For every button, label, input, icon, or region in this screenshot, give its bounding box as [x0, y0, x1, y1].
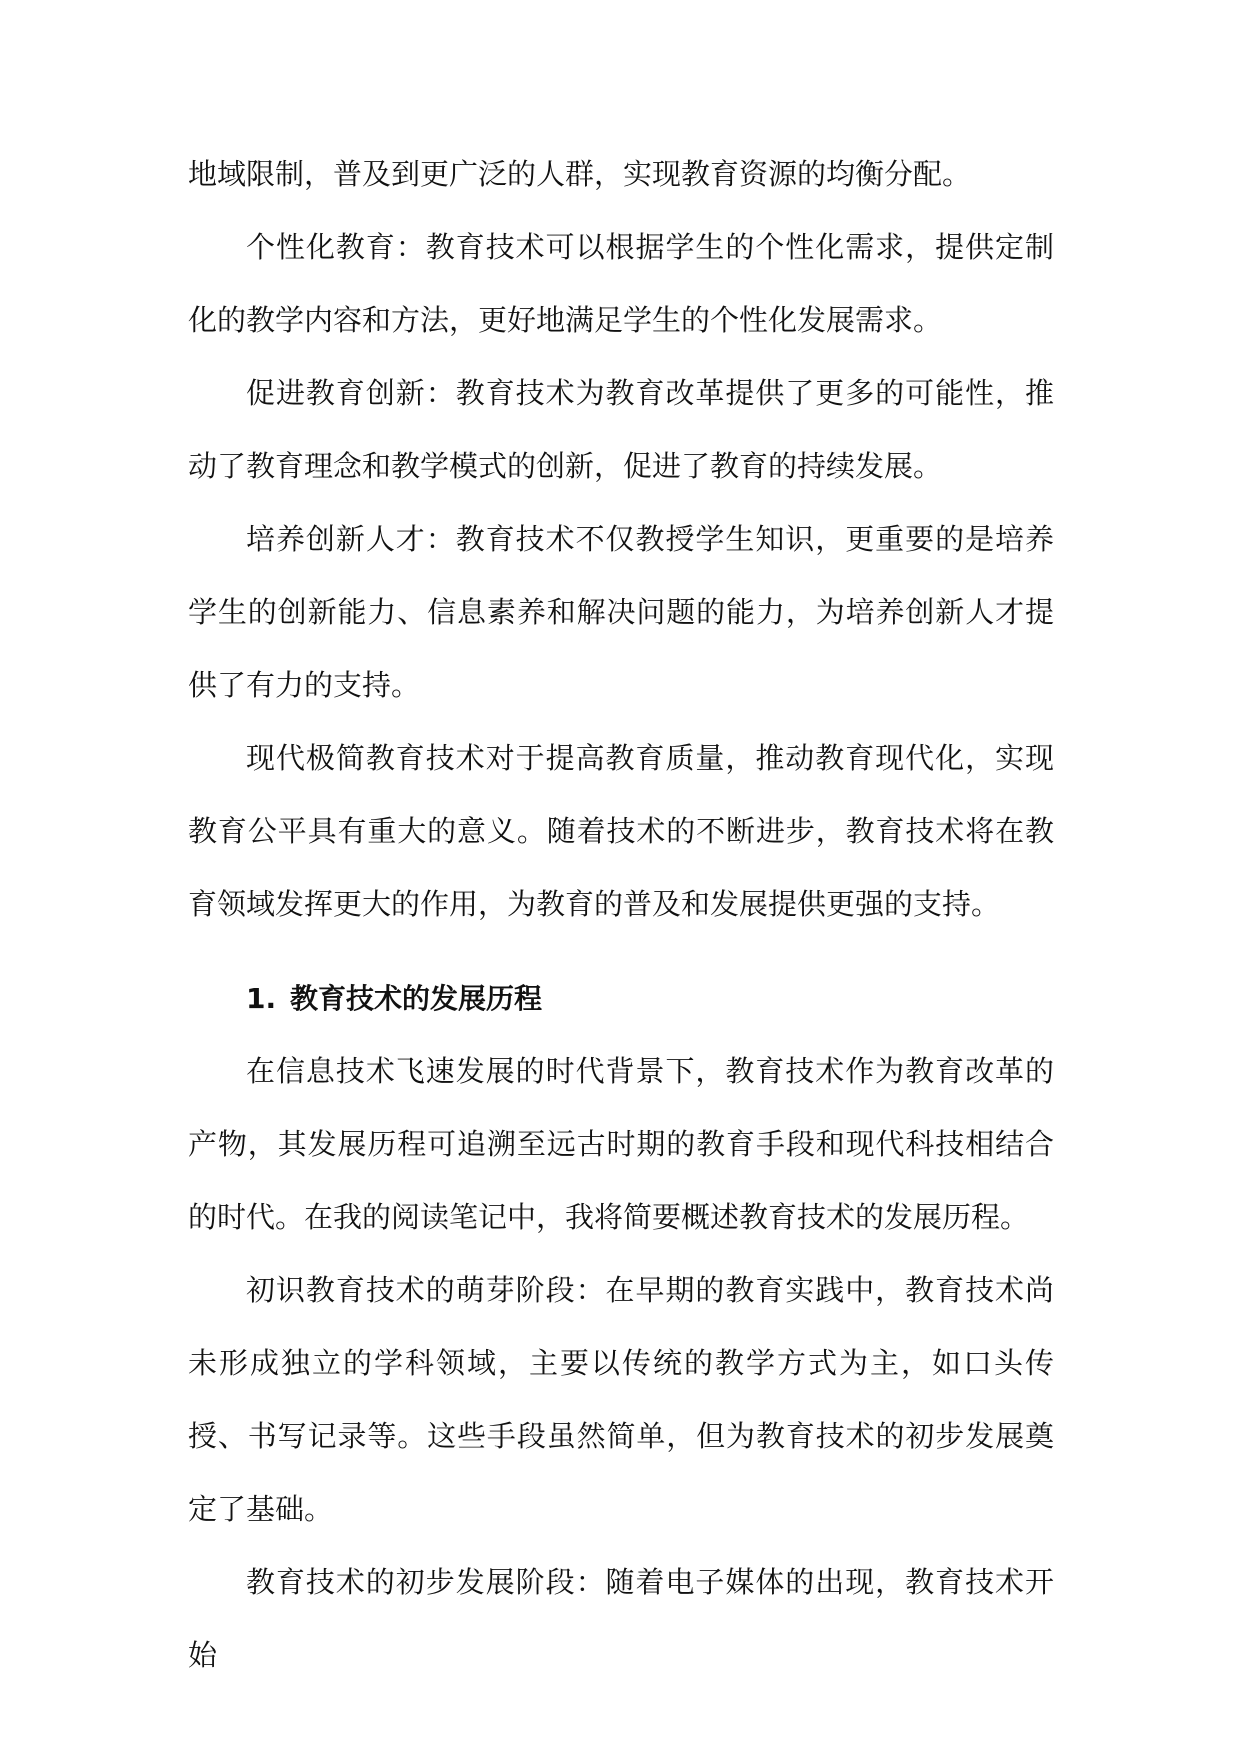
section-number: 1. [246, 982, 277, 1015]
paragraph-initial-development: 教育技术的初步发展阶段：随着电子媒体的出现，教育技术开始 [188, 1565, 1054, 1672]
paragraph-promote-innovation: 促进教育创新：教育技术为教育改革提供了更多的可能性，推动了教育理念和教学模式的创新，促进了教育的持续发展。 [188, 376, 1054, 483]
paragraph-history-intro: 在信息技术飞速发展的时代背景下，教育技术作为教育改革的产物，其发展历程可追溯至远古时期的教育手段和现代科技相结合的时代。在我的阅读笔记中，我将简要概述教育技术的发展历程。 [188, 1054, 1054, 1234]
paragraph-personalized-education: 个性化教育：教育技术可以根据学生的个性化需求，提供定制化的教学内容和方法，更好地满足学生的个性化发展需求。 [188, 230, 1054, 337]
section-title: 教育技术的发展历程 [290, 982, 543, 1015]
section-heading [188, 962, 1054, 1035]
paragraph-cultivate-talent: 培养创新人才：教育技术不仅教授学生知识，更重要的是培养学生的创新能力、信息素养和解决问题的能力，为培养创新人才提供了有力的支持。 [188, 522, 1054, 702]
paragraph-sprouting-stage: 初识教育技术的萌芽阶段：在早期的教育实践中，教育技术尚未形成独立的学科领域，主要以传统的教学方式为主，如口头传授、书写记录等。这些手段虽然简单，但为教育技术的初步发展奠定了基础。 [188, 1273, 1054, 1526]
document-body [188, 138, 1054, 1692]
paragraph-significance: 现代极简教育技术对于提高教育质量，推动教育现代化，实现教育公平具有重大的意义。随着技术的不断进步，教育技术将在教育领域发挥更大的作用，为教育的普及和发展提供更强的支持。 [188, 741, 1054, 921]
paragraph-continuation: 地域限制，普及到更广泛的人群，实现教育资源的均衡分配。 [188, 157, 972, 191]
